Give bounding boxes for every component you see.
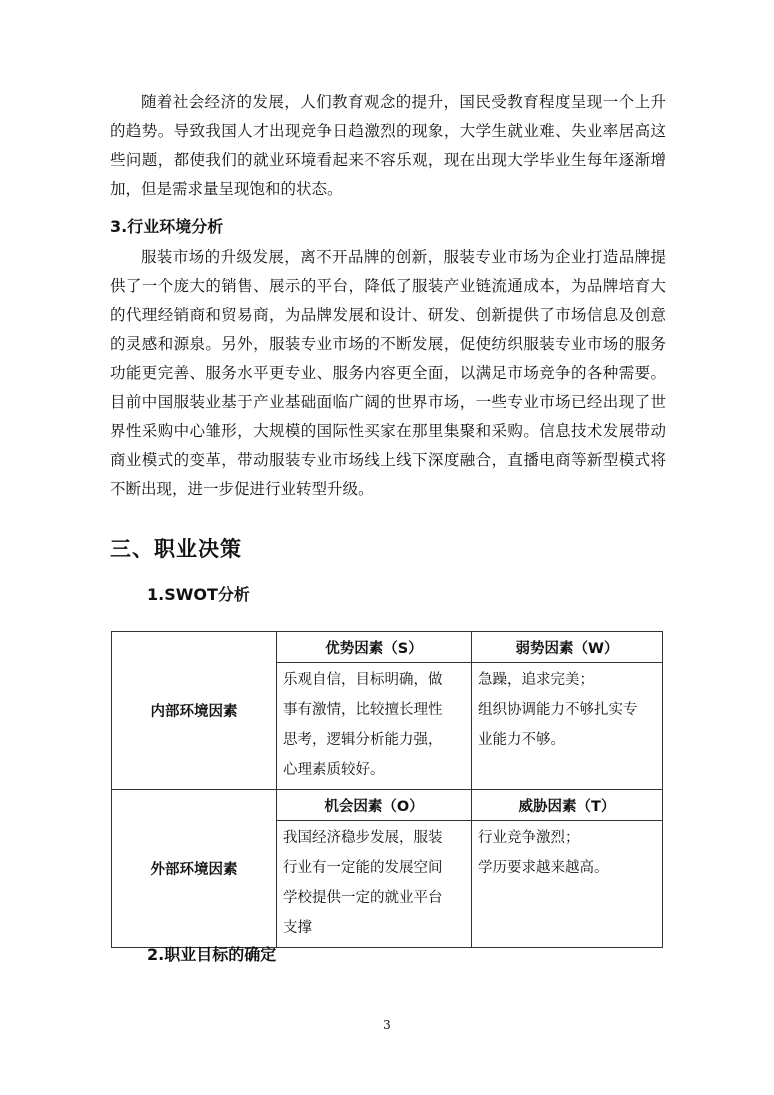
heading-swot: 1.SWOT分析 [147,585,250,604]
weaknesses-line: 业能力不够。 [478,732,565,748]
strengths-header: 优势因素（S） [277,632,472,663]
strengths-line: 思考，逻辑分析能力强， [283,732,443,748]
opportunities-cell [277,821,472,948]
threats-header: 威胁因素（T） [472,790,663,821]
strengths-line: 心理素质较好。 [283,762,385,778]
opportunities-header: 机会因素（O） [277,790,472,821]
opportunities-line: 行业有一定能的发展空间 [283,860,443,876]
heading-industry-analysis: 3.行业环境分析 [110,217,224,236]
weaknesses-header: 弱势因素（W） [472,632,663,663]
paragraph-employment: 随着社会经济的发展，人们教育观念的提升，国民受教育程度呈现一个上升的趋势。导致我国人才出现竞争日趋激烈的现象，大学生就业难、失业率居高这些问题，都使我们的就业环境看起来不容乐观，现在出现大学毕业生每年逐渐增加，但是需求量呈现饱和的状态。 [110,93,666,198]
weaknesses-cell [472,663,663,790]
weaknesses-line: 组织协调能力不够扎实专 [478,702,638,718]
opportunities-line: 学校提供一定的就业平台 [283,890,443,906]
threats-line: 行业竞争激烈； [478,830,580,846]
swot-table [111,631,663,948]
weaknesses-line: 急躁，追求完美； [478,672,594,688]
internal-factors-label: 内部环境因素 [112,632,277,790]
paragraph-industry: 服装市场的升级发展，离不开品牌的创新，服装专业市场为企业打造品牌提供了一个庞大的销售、展示的平台，降低了服装产业链流通成本，为品牌培育大的代理经销商和贸易商，为品牌发展和设计、研发、创新提供了市场信息及创意的灵感和源泉。另外，服装专业市场的不断发展，促使纺织服装专业市场的服务功能更完善、服务水平更专业、服务内容更全面，以满足市场竞争的各种需要。目前中国服装业基于产业基础面临广阔的世界市场，一些专业市场已经出现了世界性采购中心雏形，大规模的国际性买家在那里集聚和采购。信息技术发展带动商业模式的变革，带动服装专业市场线上线下深度融合，直播电商等新型模式将不断出现，进一步促进行业转型升级。 [110,248,666,498]
opportunities-line: 支撑 [283,920,312,936]
threats-cell [472,821,663,948]
strengths-cell [277,663,472,790]
heading-career-decision: 三、职业决策 [110,537,242,561]
opportunities-line: 我国经济稳步发展，服装 [283,830,443,846]
page-number: 3 [383,1018,391,1032]
threats-line: 学历要求越来越高。 [478,860,609,876]
strengths-line: 乐观自信，目标明确，做 [283,672,443,688]
external-factors-label: 外部环境因素 [112,790,277,948]
strengths-line: 事有激情，比较擅长理性 [283,702,443,718]
heading-career-goal: 2.职业目标的确定 [147,945,277,964]
